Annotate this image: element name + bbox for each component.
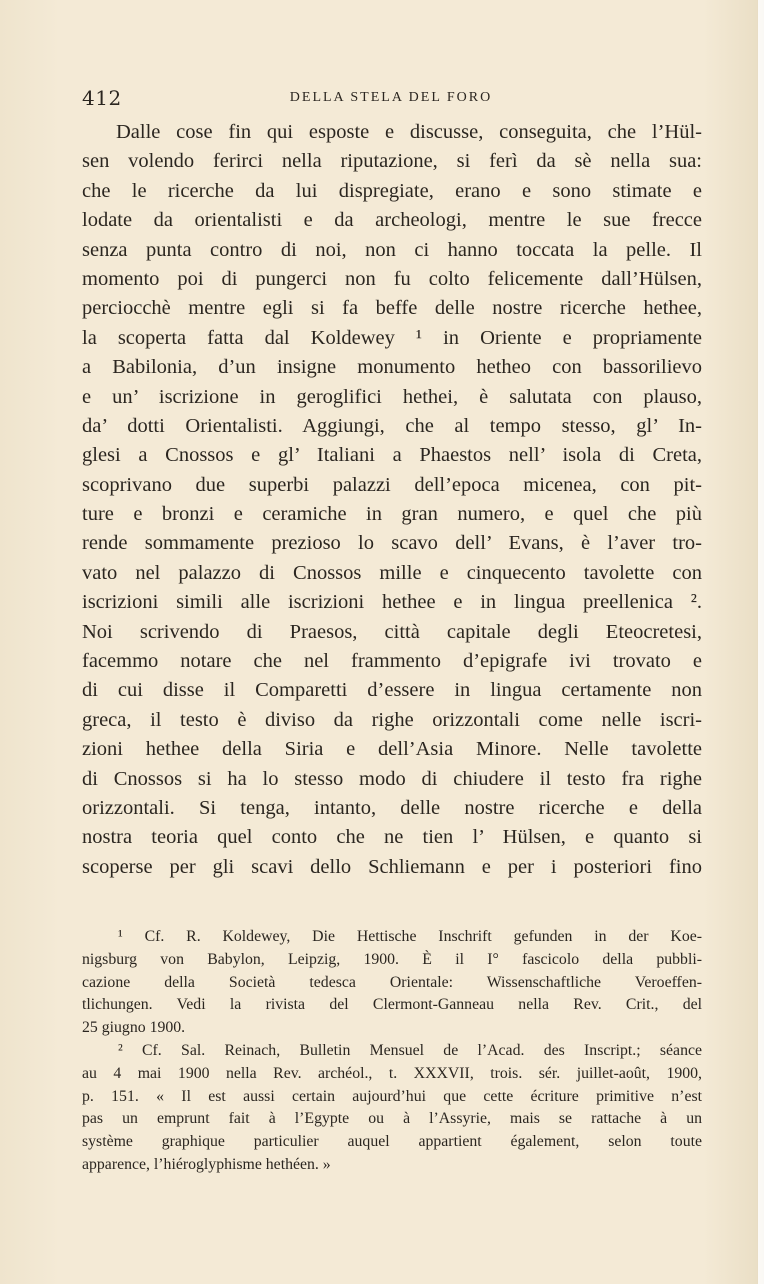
text-line: a Babilonia, d’un insigne monumento hetheo con bassorilievo [82,356,702,379]
text-line: ture e bronzi e ceramiche in gran numero, e quel che più [82,503,702,526]
footnote-line: système graphique particulier auquel appartient également, selon toute [82,1133,702,1151]
text-line: glesi a Cnossos e gl’ Italiani a Phaestos nell’ isola di Creta, [82,444,702,467]
text-line: vato nel palazzo di Cnossos mille e cinquecento tavolette con [82,561,702,584]
text-line: orizzontali. Si tenga, intanto, delle nostre ricerche e della [82,796,702,819]
text-line: momento poi di pungerci non fu colto felicemente dall’Hülsen, [82,267,702,290]
footnotes [82,926,702,1177]
text-line: che le ricerche da lui dispregiate, erano e sono stimate e [82,179,702,202]
text-line: e un’ iscrizione in geroglifici hethei, è salutata con plauso, [82,385,702,408]
text-line: lodate da orientalisti e da archeologi, mentre le sue frecce [82,209,702,232]
footnote-line: pas un emprunt fait à l’Egypte ou à l’Assyrie, mais se rattache à un [82,1110,702,1128]
text-line: sen volendo ferirci nella riputazione, si ferì da sè nella sua: [82,150,702,173]
footnote-line: ¹ Cf. R. Koldewey, Die Hettische Inschrift gefunden in der Koe- [118,928,702,945]
page-header [82,86,700,110]
running-title: DELLA STELA DEL FORO [289,90,493,105]
page-number: 412 [82,86,122,110]
text-line: scoprivano due superbi palazzi dell’epoca micenea, con pit- [82,473,702,496]
text-line: nostra teoria quel conto che ne tien l’ Hülsen, e quanto si [82,826,702,849]
main-text [82,118,702,882]
footnote-line: au 4 mai 1900 nella Rev. archéol., t. XXXVII, trois. sér. juillet-août, 1900, [82,1064,702,1082]
text-line: facemmo notare che nel frammento d’epigrafe ivi trovato e [82,650,702,673]
footnote-line: 25 giugno 1900. [82,1019,186,1037]
text-line: senza punta contro di noi, non ci hanno toccata la pelle. Il [82,238,702,261]
footnote-line: nigsburg von Babylon, Leipzig, 1900. È il I° fascicolo della pubbli- [82,950,702,968]
text-line: greca, il testo è diviso da righe orizzontali come nelle iscri- [82,708,702,731]
page-edge [758,0,764,1284]
text-line: rende sommamente prezioso lo scavo dell’ Evans, è l’aver tro- [82,532,702,555]
text-line: zioni hethee della Siria e dell’Asia Minore. Nelle tavolette [82,738,702,761]
text-line: Dalle cose fin qui esposte e discusse, conseguita, che l’Hül- [116,121,702,143]
text-line: Noi scrivendo di Praesos, città capitale degli Eteocretesi, [82,620,702,643]
text-line: di cui disse il Comparetti d’essere in lingua certamente non [82,679,702,702]
text-line: di Cnossos si ha lo stesso modo di chiudere il testo fra righe [82,767,702,790]
footnote-line: cazione della Società tedesca Orientale: Wissenschaftliche Veroeffen- [82,973,702,991]
text-line: scoperse per gli scavi dello Schliemann e per i posteriori fino [82,855,702,878]
text-line: la scoperta fatta dal Koldewey ¹ in Oriente e propriamente [82,326,702,349]
footnote-line: ² Cf. Sal. Reinach, Bulletin Mensuel de l’Acad. des Inscript.; séance [118,1041,702,1059]
text-line: da’ dotti Orientalisti. Aggiungi, che al tempo stesso, gl’ In- [82,414,702,437]
footnote-line: tlichungen. Vedi la rivista del Clermont-Ganneau nella Rev. Crit., del [82,996,702,1014]
text-line: iscrizioni simili alle iscrizioni hethee e in lingua preellenica ². [82,591,702,614]
footnote-line: apparence, l’hiéroglyphisme hethéen. » [82,1155,331,1173]
footnote-line: p. 151. « Il est aussi certain aujourd’hui que cette écriture primitive n’est [82,1087,702,1105]
text-line: perciocchè mentre egli si fa beffe delle nostre ricerche hethee, [82,297,702,320]
